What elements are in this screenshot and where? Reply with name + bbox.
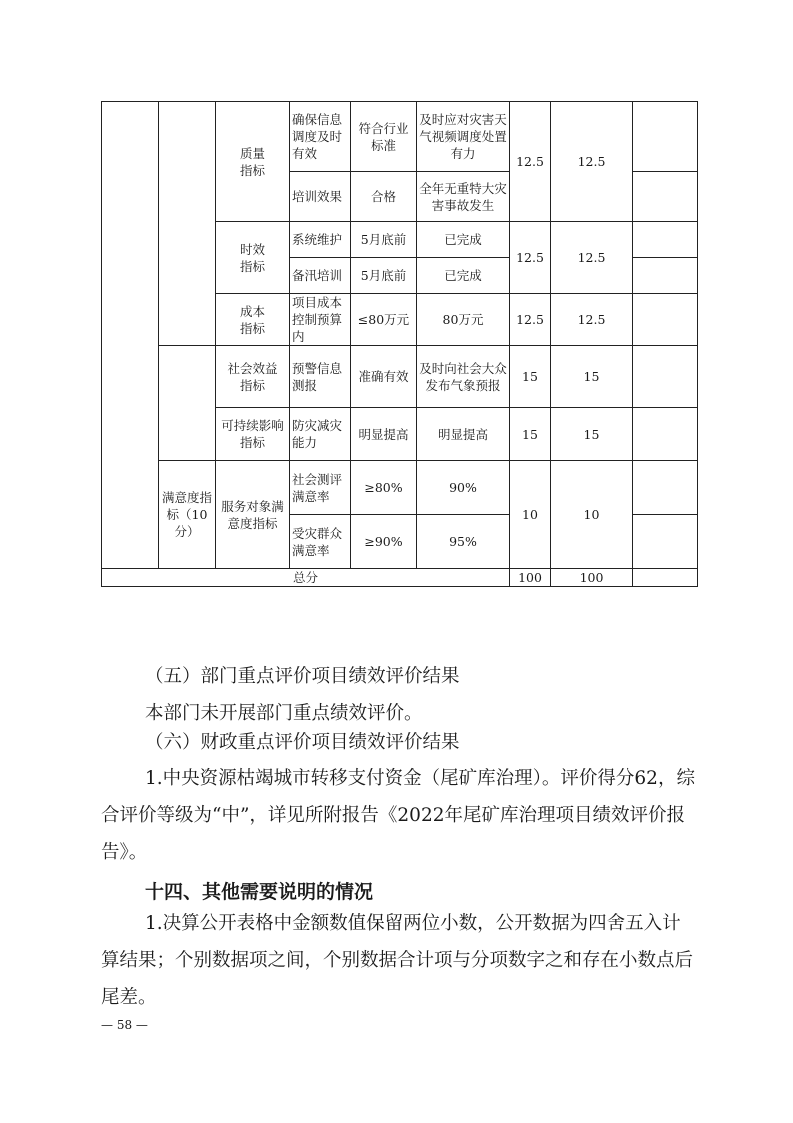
remark-cell [633, 258, 698, 294]
indicator-actual: 已完成 [417, 258, 510, 294]
remark-cell [633, 346, 698, 408]
remark-cell [633, 222, 698, 258]
remark-cell [633, 172, 698, 222]
indicator-weight: 12.5 [510, 102, 551, 222]
indicator-actual: 及时应对灾害天气视频调度处置有力 [417, 102, 510, 172]
indicator-score: 10 [551, 461, 633, 569]
cost-indicator-label: 成本 指标 [216, 294, 290, 346]
remark-cell [633, 408, 698, 461]
timeliness-indicator-label: 时效 指标 [216, 222, 290, 294]
section-body-6: 1.中央资源枯竭城市转移支付资金（尾矿库治理）。评价得分62，综合评价等级为“中”，详见所附报告《2022年尾矿库治理项目绩效评价报告》。 [101, 768, 695, 863]
indicator-name: 预警信息测报 [290, 346, 351, 408]
indicator-name: 确保信息调度及时有效 [290, 102, 351, 172]
indicator-target: ≤80万元 [351, 294, 417, 346]
social-indicator-label: 社会效益 指标 [216, 346, 290, 408]
indicator-name: 受灾群众满意率 [290, 515, 351, 569]
indicator-target: 符合行业标准 [351, 102, 417, 172]
remark-cell [633, 569, 698, 587]
sustain-indicator-label: 可持续影响 指标 [216, 408, 290, 461]
remark-cell [633, 461, 698, 515]
indicator-name: 防灾减灾能力 [290, 408, 351, 461]
indicator-actual: 95% [417, 515, 510, 569]
remark-cell [633, 294, 698, 346]
page-number: — 58 — [101, 1018, 148, 1032]
indicator-actual: 明显提高 [417, 408, 510, 461]
section-body-14: 1.决算公开表格中金额数值保留两位小数，公开数据为四舍五入计算结果；个别数据项之间，个别数据合计项与分项数字之和存在小数点后尾差。 [101, 913, 694, 1008]
indicator-weight: 15 [510, 408, 551, 461]
indicator-name: 项目成本控制预算内 [290, 294, 351, 346]
remark-cell [633, 102, 698, 172]
indicator-name: 社会测评满意率 [290, 461, 351, 515]
indicator-name: 培训效果 [290, 172, 351, 222]
indicator-actual: 全年无重特大灾害事故发生 [417, 172, 510, 222]
chapter-heading-14: 十四、其他需要说明的情况 [145, 881, 374, 903]
section-body-5: 本部门未开展部门重点绩效评价。 [145, 703, 423, 724]
indicator-target: 5月底前 [351, 222, 417, 258]
remark-cell [633, 515, 698, 569]
indicator-target: 明显提高 [351, 408, 417, 461]
level2-output-cell [159, 102, 216, 346]
satisfaction-indicator-label: 服务对象满意度指标 [216, 461, 290, 569]
indicator-score: 15 [551, 408, 633, 461]
indicator-target: 准确有效 [351, 346, 417, 408]
total-label: 总分 [102, 569, 510, 587]
total-score: 100 [551, 569, 633, 587]
indicator-weight: 15 [510, 346, 551, 408]
indicator-score: 12.5 [551, 294, 633, 346]
performance-table [101, 101, 698, 587]
indicator-weight: 12.5 [510, 222, 551, 294]
indicator-target: ≥80% [351, 461, 417, 515]
indicator-actual: 已完成 [417, 222, 510, 258]
indicator-target: 合格 [351, 172, 417, 222]
total-weight: 100 [510, 569, 551, 587]
indicator-target: 5月底前 [351, 258, 417, 294]
satisfaction-level2-label: 满意度指标（10分） [159, 461, 216, 569]
indicator-actual: 及时向社会大众发布气象预报 [417, 346, 510, 408]
indicator-actual: 90% [417, 461, 510, 515]
indicator-target: ≥90% [351, 515, 417, 569]
level1-cell-blank [102, 102, 159, 569]
quality-indicator-label: 质量 指标 [216, 102, 290, 222]
indicator-weight: 10 [510, 461, 551, 569]
indicator-name: 备汛培训 [290, 258, 351, 294]
indicator-score: 12.5 [551, 102, 633, 222]
section-heading-6: （六）财政重点评价项目绩效评价结果 [145, 732, 460, 753]
indicator-name: 系统维护 [290, 222, 351, 258]
section-heading-5: （五）部门重点评价项目绩效评价结果 [145, 666, 460, 687]
indicator-weight: 12.5 [510, 294, 551, 346]
indicator-score: 12.5 [551, 222, 633, 294]
indicator-actual: 80万元 [417, 294, 510, 346]
indicator-score: 15 [551, 346, 633, 408]
level2-effect-cell [159, 346, 216, 461]
